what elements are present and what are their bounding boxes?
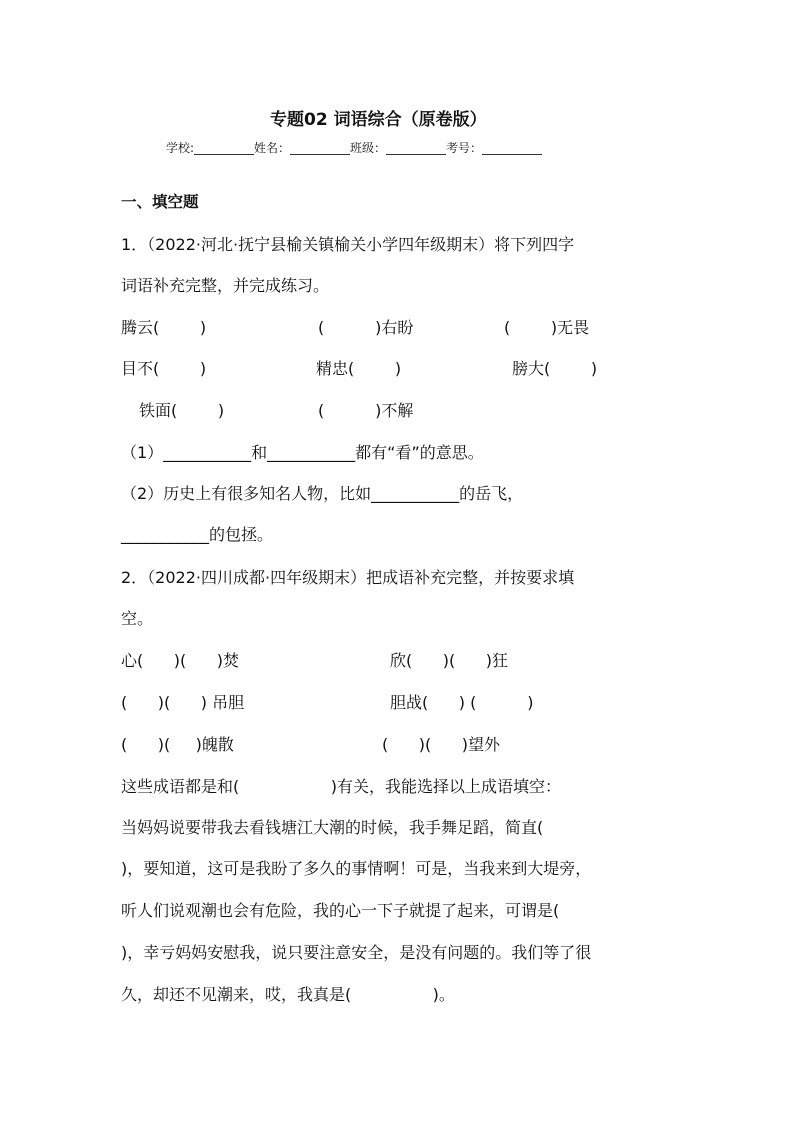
q2-idiom: ( )( )魄散 <box>121 735 234 754</box>
q1-idiom: ( )右盼 <box>318 318 414 337</box>
q2-paragraph-line: 听人们说观潮也会有危险，我的心一下子就提了起来，可谓是( <box>121 901 560 920</box>
q1-idiom: 膀大( ) <box>512 359 598 378</box>
q1-idiom: 目不( ) <box>121 359 207 378</box>
q1-idiom: ( )无畏 <box>504 318 590 337</box>
q2-idiom: 欣( )( )狂 <box>390 651 509 670</box>
q2-idiom: ( )( ) 吊胆 <box>121 693 245 712</box>
q1-stem-line1: 1．（2022·河北·抚宁县榆关镇榆关小学四年级期末）将下列四字 <box>121 235 575 254</box>
q2-stem-line2: 空。 <box>121 609 154 628</box>
q1-subquestion-2-cont: ___________的包拯。 <box>121 525 274 544</box>
q1-stem-line2: 词语补充完整，并完成练习。 <box>121 276 330 295</box>
q2-paragraph-line: )，要知道，这可是我盼了多久的事情啊！可是，当我来到大堤旁， <box>121 859 592 878</box>
q2-paragraph-line: 这些成语都是和( )有关，我能选择以上成语填空： <box>121 777 562 796</box>
q2-idiom: 心( )( )焚 <box>121 651 240 670</box>
q1-idiom: 腾云( ) <box>121 318 207 337</box>
student-info-line: 学校:__________姓名：__________班级：__________考号：__________ <box>166 141 543 155</box>
q2-paragraph-line: 当妈妈说要带我去看钱塘江大潮的时候，我手舞足蹈，简直( <box>121 818 544 837</box>
q2-idiom: ( )( )望外 <box>382 735 501 754</box>
q1-idiom: 精忠( ) <box>316 359 402 378</box>
q1-subquestion-1: （1）___________和___________都有“看”的意思。 <box>121 443 484 462</box>
q1-subquestion-2: （2）历史上有很多知名人物，比如___________的岳飞， <box>121 484 524 503</box>
q2-idiom: 胆战( ) ( ) <box>390 693 534 712</box>
q2-stem-line1: 2．（2022·四川成都·四年级期末）把成语补充完整，并按要求填 <box>121 568 575 587</box>
q2-paragraph-line: 久，却还不见潮来，哎，我真是( )。 <box>121 985 455 1004</box>
q1-idiom: ( )不解 <box>318 401 414 420</box>
section-heading: 一、填空题 <box>121 193 199 211</box>
doc-title: 专题02 词语综合（原卷版） <box>270 110 487 130</box>
q1-idiom: 铁面( ) <box>139 401 225 420</box>
q2-paragraph-line: )，幸亏妈妈安慰我，说只要注意安全，是没有问题的。我们等了很 <box>121 943 592 962</box>
